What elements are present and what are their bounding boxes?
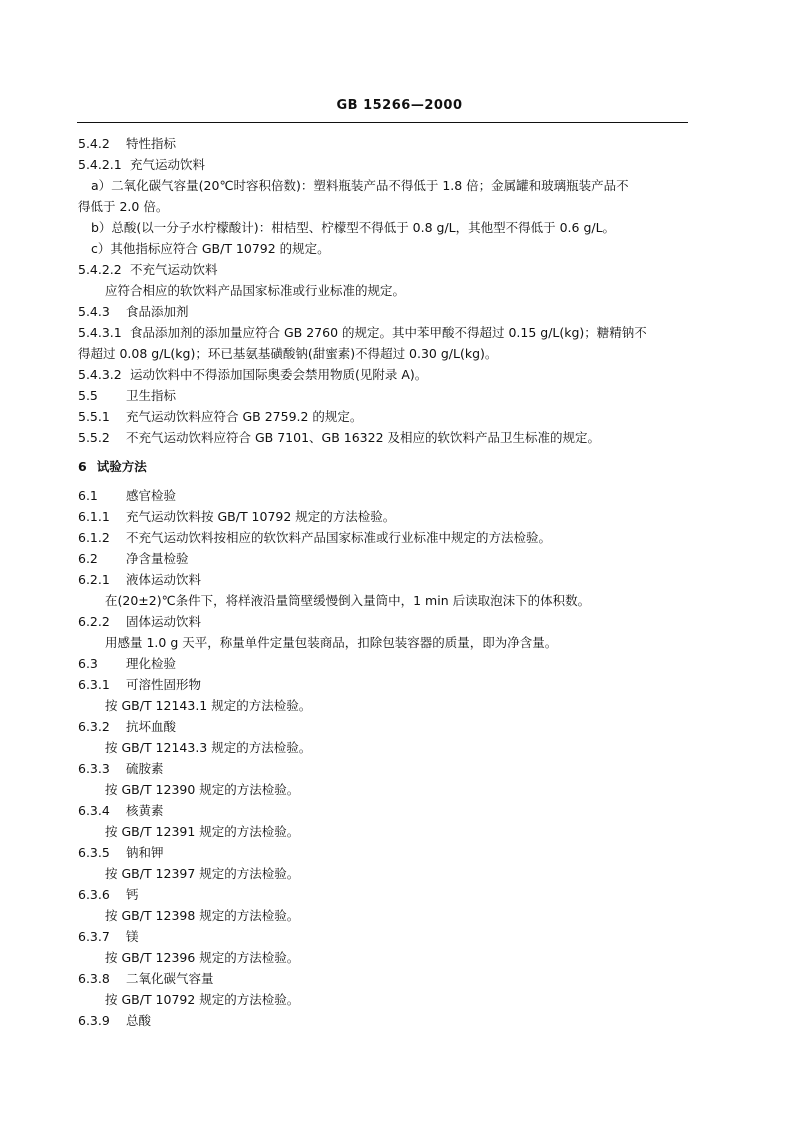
clause-number: 6.2 xyxy=(78,551,98,566)
clause-text: 运动饮料中不得添加国际奥委会禁用物质(见附录 A)。 xyxy=(130,367,428,382)
clause-title: 不充气运动饮料 xyxy=(130,262,218,277)
clause-5-5 xyxy=(78,385,690,406)
clause-6-3-4 xyxy=(78,800,690,821)
clause-title: 卫生指标 xyxy=(126,388,177,403)
section-6-heading xyxy=(78,456,690,477)
spacer xyxy=(78,477,690,485)
spacer xyxy=(78,448,690,456)
document-body xyxy=(78,133,690,1031)
clause-6-2-2 xyxy=(78,611,690,632)
clause-number: 6.3.2 xyxy=(78,719,110,734)
clause-6-3-7 xyxy=(78,926,690,947)
clause-number: 6.2.1 xyxy=(78,572,110,587)
clause-title: 液体运动饮料 xyxy=(126,572,202,587)
clause-number: 5.4.2.2 xyxy=(78,262,122,277)
clause-6-3-9 xyxy=(78,1010,690,1031)
clause-6-3-3 xyxy=(78,758,690,779)
clause-5-4-2-2 xyxy=(78,259,690,280)
clause-title: 硫胺素 xyxy=(126,761,164,776)
clause-number: 6.3 xyxy=(78,656,98,671)
clause-5-5-2 xyxy=(78,427,690,448)
clause-title: 感官检验 xyxy=(126,488,177,503)
clause-number: 6.1.2 xyxy=(78,530,110,545)
clause-number: 6.3.5 xyxy=(78,845,110,860)
clause-6-3-4-text: 按 GB/T 12391 规定的方法检验。 xyxy=(105,824,300,839)
clause-6-1-2 xyxy=(78,527,690,548)
clause-title: 核黄素 xyxy=(126,803,164,818)
header-rule xyxy=(77,122,688,123)
clause-title: 特性指标 xyxy=(126,136,177,151)
clause-6-1 xyxy=(78,485,690,506)
clause-text: 食品添加剂的添加量应符合 GB 2760 的规定。其中苯甲酸不得超过 0.15 g/L(kg)；糖精钠不 xyxy=(130,325,647,340)
clause-title: 食品添加剂 xyxy=(126,304,189,319)
clause-title: 净含量检验 xyxy=(126,551,189,566)
clause-5-4-2-2-text: 应符合相应的软饮料产品国家标准或行业标准的规定。 xyxy=(105,283,406,298)
clause-number: 5.5.2 xyxy=(78,430,110,445)
clause-6-3 xyxy=(78,653,690,674)
clause-5-4-3-1-cont: 得超过 0.08 g/L(kg)；环已基氨基磺酸钠(甜蜜素)不得超过 0.30 g/L(kg)。 xyxy=(78,346,498,361)
clause-number: 6.3.6 xyxy=(78,887,110,902)
clause-6-3-1 xyxy=(78,674,690,695)
clause-number: 6.3.3 xyxy=(78,761,110,776)
item-a-line-1: a）二氧化碳气容量(20℃时容积倍数)：塑料瓶装产品不得低于 1.8 倍；金属罐和玻璃瓶装产品不 xyxy=(91,178,629,193)
clause-title: 镁 xyxy=(126,929,139,944)
clause-6-3-6-text: 按 GB/T 12398 规定的方法检验。 xyxy=(105,908,300,923)
clause-6-2-2-text: 用感量 1.0 g 天平，称量单件定量包装商品，扣除包装容器的质量，即为净含量。 xyxy=(105,635,558,650)
clause-number: 6.3.1 xyxy=(78,677,110,692)
clause-6-3-2-text: 按 GB/T 12143.3 规定的方法检验。 xyxy=(105,740,312,755)
clause-6-3-6 xyxy=(78,884,690,905)
page-header-title: GB 15266—2000 xyxy=(336,98,463,113)
item-a-line-2: 得低于 2.0 倍。 xyxy=(78,199,169,214)
clause-number: 6.3.9 xyxy=(78,1013,110,1028)
section-number: 6 xyxy=(78,459,87,474)
section-title: 试验方法 xyxy=(96,459,147,474)
clause-title: 理化检验 xyxy=(126,656,177,671)
clause-5-4-3-1 xyxy=(78,322,690,343)
clause-6-1-1 xyxy=(78,506,690,527)
item-c: c）其他指标应符合 GB/T 10792 的规定。 xyxy=(91,241,330,256)
clause-number: 5.4.3.2 xyxy=(78,367,122,382)
clause-text: 不充气运动饮料按相应的软饮料产品国家标准或行业标准中规定的方法检验。 xyxy=(126,530,552,545)
clause-number: 6.3.8 xyxy=(78,971,110,986)
clause-6-2-1-text: 在(20±2)℃条件下，将样液沿量筒壁缓慢倒入量筒中，1 min 后读取泡沫下的体积数。 xyxy=(105,593,591,608)
clause-6-3-5-text: 按 GB/T 12397 规定的方法检验。 xyxy=(105,866,300,881)
clause-title: 充气运动饮料 xyxy=(130,157,206,172)
clause-text: 充气运动饮料应符合 GB 2759.2 的规定。 xyxy=(126,409,363,424)
clause-6-3-7-text: 按 GB/T 12396 规定的方法检验。 xyxy=(105,950,300,965)
clause-number: 5.5 xyxy=(78,388,98,403)
clause-text: 充气运动饮料按 GB/T 10792 规定的方法检验。 xyxy=(126,509,396,524)
clause-number: 6.3.7 xyxy=(78,929,110,944)
clause-number: 5.4.2 xyxy=(78,136,110,151)
clause-5-4-3-2 xyxy=(78,364,690,385)
clause-number: 5.4.3.1 xyxy=(78,325,122,340)
clause-title: 总酸 xyxy=(126,1013,152,1028)
clause-title: 钠和钾 xyxy=(126,845,164,860)
clause-number: 5.4.2.1 xyxy=(78,157,122,172)
clause-5-4-3 xyxy=(78,301,690,322)
clause-6-3-3-text: 按 GB/T 12390 规定的方法检验。 xyxy=(105,782,300,797)
clause-title: 二氧化碳气容量 xyxy=(126,971,214,986)
clause-5-5-1 xyxy=(78,406,690,427)
clause-number: 5.4.3 xyxy=(78,304,110,319)
item-b: b）总酸(以一分子水柠檬酸计)：柑桔型、柠檬型不得低于 0.8 g/L，其他型不得低于 0.6 g/L。 xyxy=(91,220,616,235)
clause-6-3-8 xyxy=(78,968,690,989)
clause-number: 6.1.1 xyxy=(78,509,110,524)
clause-6-3-2 xyxy=(78,716,690,737)
clause-number: 6.3.4 xyxy=(78,803,110,818)
clause-title: 固体运动饮料 xyxy=(126,614,202,629)
clause-title: 钙 xyxy=(126,887,139,902)
clause-6-3-1-text: 按 GB/T 12143.1 规定的方法检验。 xyxy=(105,698,312,713)
clause-5-4-2-1 xyxy=(78,154,690,175)
clause-6-3-8-text: 按 GB/T 10792 规定的方法检验。 xyxy=(105,992,300,1007)
clause-title: 可溶性固形物 xyxy=(126,677,202,692)
clause-5-4-2 xyxy=(78,133,690,154)
clause-6-3-5 xyxy=(78,842,690,863)
clause-title: 抗坏血酸 xyxy=(126,719,177,734)
clause-6-2-1 xyxy=(78,569,690,590)
clause-number: 5.5.1 xyxy=(78,409,110,424)
clause-text: 不充气运动饮料应符合 GB 7101、GB 16322 及相应的软饮料产品卫生标准的规定。 xyxy=(126,430,600,445)
clause-number: 6.1 xyxy=(78,488,98,503)
clause-number: 6.2.2 xyxy=(78,614,110,629)
clause-6-2 xyxy=(78,548,690,569)
